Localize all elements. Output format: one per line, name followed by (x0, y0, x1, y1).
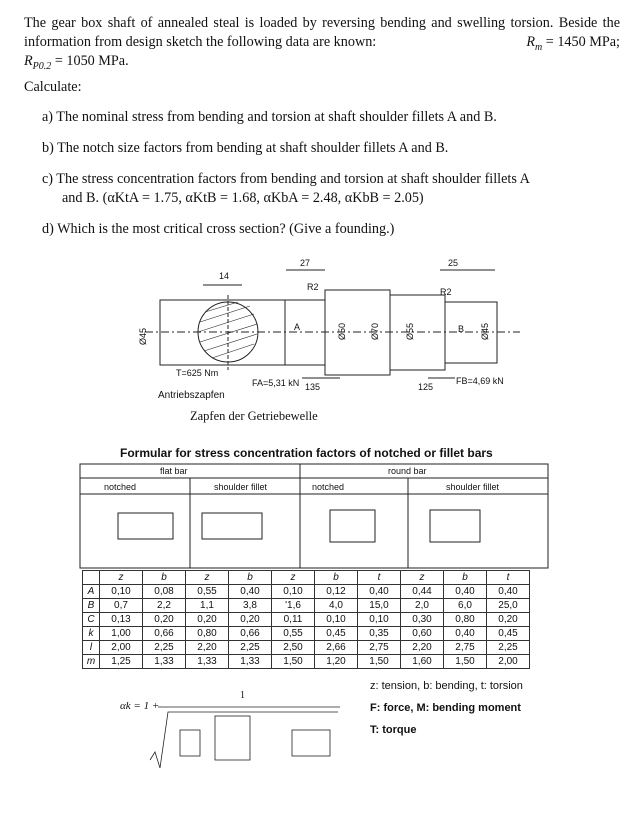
flat-bar-label: flat bar (160, 466, 188, 476)
dim-27: 27 (300, 258, 311, 268)
table-cell: 2,00 (487, 655, 530, 669)
table-cell: 1,00 (100, 627, 143, 641)
table-cell: 0,40 (444, 627, 487, 641)
table-cell: 3,8 (229, 599, 272, 613)
table-cell: 2,75 (444, 641, 487, 655)
notched-1: notched (104, 482, 137, 492)
r2-label-b: R2 (440, 287, 452, 297)
table-cell: 1,20 (315, 655, 358, 669)
table-cell: 0,40 (487, 585, 530, 599)
row-label: l (83, 641, 100, 655)
force-a-label: FA=5,31 kN (252, 378, 300, 388)
header-cell: z (272, 571, 315, 585)
shoulder-1: shoulder fillet (214, 482, 268, 492)
dim-125: 125 (418, 382, 434, 392)
table-cell: 0,35 (358, 627, 401, 641)
r2-label-a: R2 (307, 282, 319, 292)
table-cell: 0,13 (100, 613, 143, 627)
table-cell: 1,50 (272, 655, 315, 669)
table-cell: 0,10 (272, 585, 315, 599)
table-cell: 2,25 (229, 641, 272, 655)
task-d: d) Which is the most critical cross section? (Give a founding.) (42, 221, 395, 237)
table-cell: 2,00 (100, 641, 143, 655)
table-cell: 2,66 (315, 641, 358, 655)
table-cell: 0,45 (487, 627, 530, 641)
table-cell: 0,20 (229, 613, 272, 627)
table-cell: 0,10 (315, 613, 358, 627)
row-label: k (83, 627, 100, 641)
d50: Ø50 (337, 322, 347, 340)
torque-label: T=625 Nm (176, 368, 219, 378)
table-cell: 0,60 (401, 627, 444, 641)
table-cell: 2,75 (358, 641, 401, 655)
calculate-heading: Calculate: (24, 79, 82, 95)
table-cell: 0,20 (186, 613, 229, 627)
table-cell: 2,25 (143, 641, 186, 655)
table-cell: 2,25 (487, 641, 530, 655)
table-cell: 0,66 (143, 627, 186, 641)
table-cell: 2,50 (272, 641, 315, 655)
d45-right: Ø45 (480, 322, 490, 340)
table-cell: 1,33 (186, 655, 229, 669)
legend-2: F: force, M: bending moment (370, 702, 521, 714)
task-c-line1: c) The stress concentration factors from bending and torsion at shaft shoulder fillets A (42, 171, 530, 187)
dim-135: 135 (305, 382, 321, 392)
table-cell: 0,44 (401, 585, 444, 599)
header-cell: b (444, 571, 487, 585)
table-cell: 0,66 (229, 627, 272, 641)
row-label: m (83, 655, 100, 669)
d70: Ø70 (370, 322, 380, 340)
table-cell: 1,33 (143, 655, 186, 669)
table-cell: 0,80 (444, 613, 487, 627)
task-b: b) The notch size factors from bending at shaft shoulder fillets A and B. (42, 140, 449, 156)
header-cell: b (143, 571, 186, 585)
table-cell: 0,55 (272, 627, 315, 641)
table-cell: 2,0 (401, 599, 444, 613)
header-cell: z (186, 571, 229, 585)
drive-pin-label: Antriebszapfen (158, 390, 225, 401)
dim-25: 25 (448, 258, 459, 268)
d45-left: Ø45 (138, 327, 148, 345)
table-cell: 0,55 (186, 585, 229, 599)
table-cell: 4,0 (315, 599, 358, 613)
formula-one: 1 (240, 690, 245, 701)
header-cell: z (401, 571, 444, 585)
sketch-caption: Zapfen der Getriebewelle (190, 409, 318, 423)
round-bar-label: round bar (388, 466, 427, 476)
section-b: B (458, 324, 465, 334)
table-cell: 15,0 (358, 599, 401, 613)
table-cell: 2,20 (186, 641, 229, 655)
rm-value: $R_m = 1450$ MPa; (526, 34, 620, 53)
d55: Ø55 (405, 322, 415, 340)
table-cell: 0,12 (315, 585, 358, 599)
dim-14: 14 (219, 271, 230, 281)
intro-text: The gear box shaft of annealed steal is loaded by reversing bending and swelling torsion. Beside the information from design sketch the following data are known: (24, 15, 620, 50)
task-a: a) The nominal stress from bending and torsion at shaft shoulder fillets A and B. (42, 109, 497, 125)
header-cell: b (229, 571, 272, 585)
table-cell: 0,30 (401, 613, 444, 627)
table-cell: 1,25 (100, 655, 143, 669)
section-a: A (294, 322, 301, 332)
table-cell: 0,08 (143, 585, 186, 599)
header-cell: t (358, 571, 401, 585)
formular-title: Formular for stress concentration factors of notched or fillet bars (120, 446, 493, 460)
table-cell: 0,40 (444, 585, 487, 599)
header-cell: t (487, 571, 530, 585)
table-cell: 0,40 (358, 585, 401, 599)
table-cell: 0,80 (186, 627, 229, 641)
table-cell: 0,45 (315, 627, 358, 641)
table-cell: 1,60 (401, 655, 444, 669)
table-cell: 0,10 (358, 613, 401, 627)
header-cell: b (315, 571, 358, 585)
table-cell: 1,50 (444, 655, 487, 669)
row-label: B (83, 599, 100, 613)
table-cell: '1,6 (272, 599, 315, 613)
table-cell: 0,20 (143, 613, 186, 627)
table-cell: 1,33 (229, 655, 272, 669)
table-cell: 1,1 (186, 599, 229, 613)
force-b-label: FB=4,69 kN (456, 376, 504, 386)
table-cell: 0,40 (229, 585, 272, 599)
row-label: A (83, 585, 100, 599)
rp-value: $R_{P0.2} = 1050$ MPa. (24, 53, 129, 72)
formula-lhs: αk = 1 + (120, 700, 160, 712)
notched-2: notched (312, 482, 345, 492)
table-cell: 0,20 (487, 613, 530, 627)
table-cell: 2,20 (401, 641, 444, 655)
table-cell: 25,0 (487, 599, 530, 613)
shoulder-2: shoulder fillet (446, 482, 500, 492)
table-cell: 0,7 (100, 599, 143, 613)
header-cell: z (100, 571, 143, 585)
task-c-line2: and B. (αKtA = 1.75, αKtB = 1.68, αKbA = 2.48, αKbB = 2.05) (62, 190, 424, 206)
legend-3: T: torque (370, 724, 417, 736)
table-cell: 1,50 (358, 655, 401, 669)
table-cell: 0,11 (272, 613, 315, 627)
table-cell: 0,10 (100, 585, 143, 599)
row-label: C (83, 613, 100, 627)
legend-1: z: tension, b: bending, t: torsion (370, 680, 523, 692)
table-cell: 2,2 (143, 599, 186, 613)
table-cell: 6,0 (444, 599, 487, 613)
